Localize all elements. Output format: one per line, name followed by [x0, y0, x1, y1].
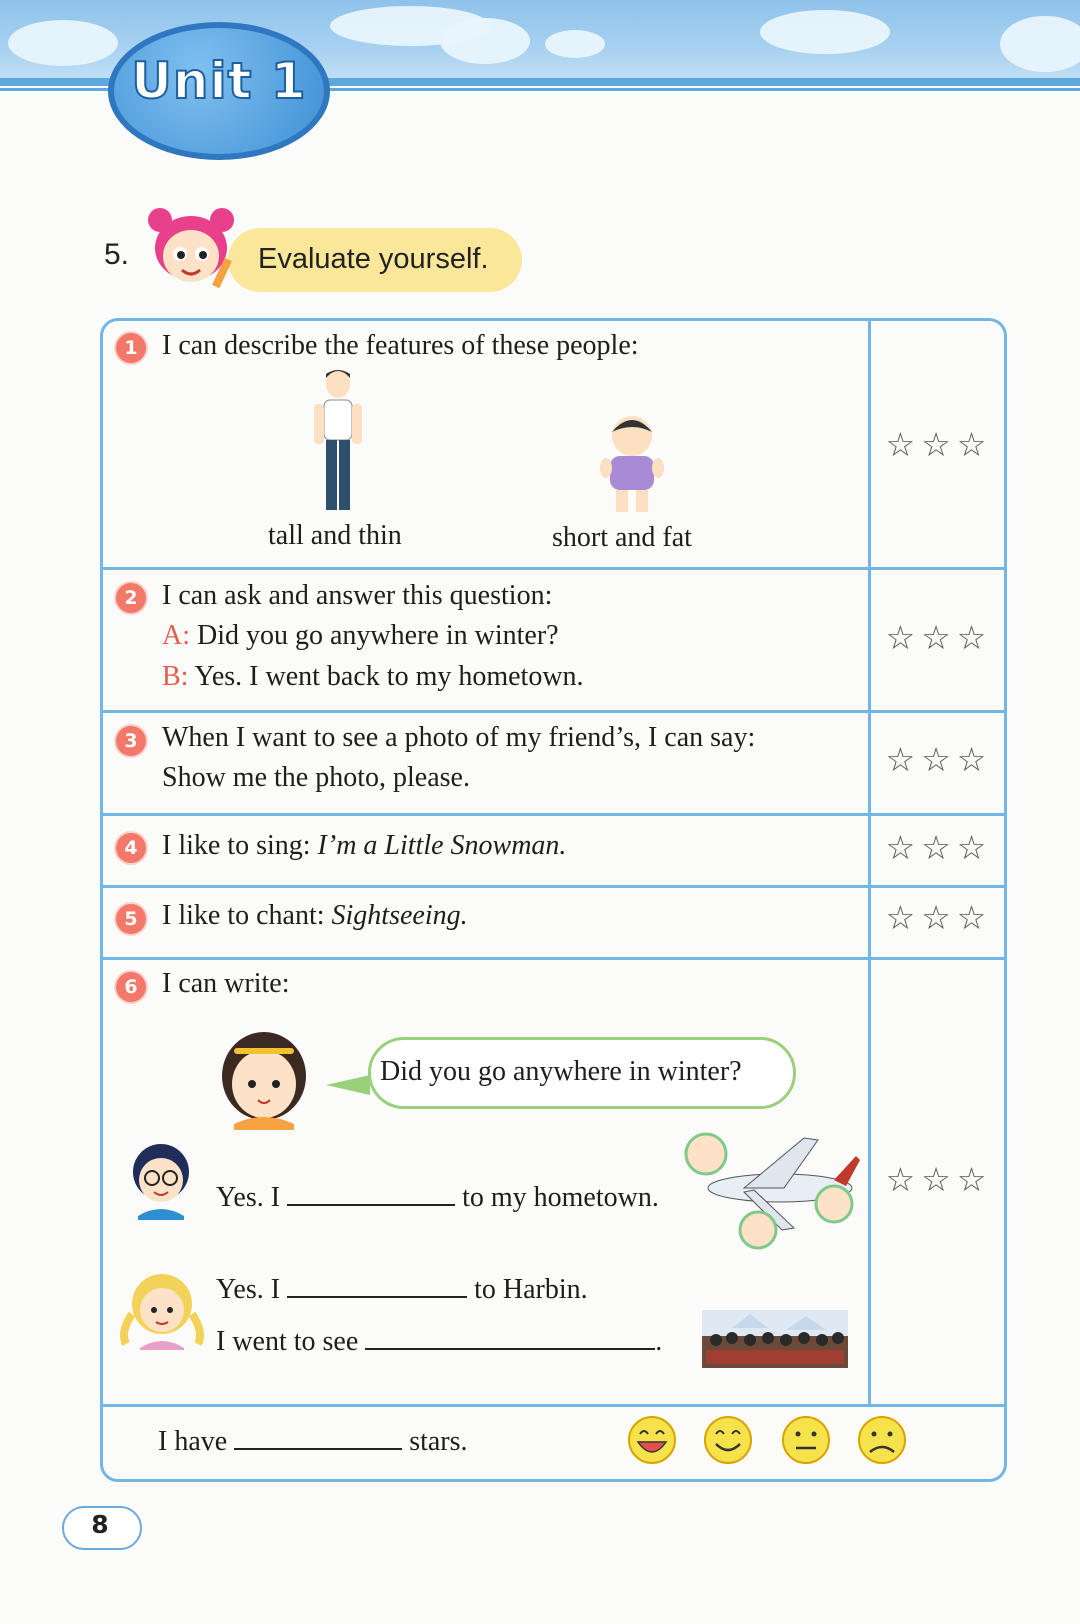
boy-glasses-avatar-icon [126, 1140, 196, 1220]
answer2-blank[interactable] [287, 1272, 467, 1298]
row6-text: I can write: [162, 968, 290, 999]
answer3-suffix: . [655, 1326, 663, 1357]
bubble-question: Did you go anywhere in winter? [380, 1056, 742, 1087]
item-number-5: 5 [116, 904, 146, 934]
song-title: I’m a Little Snowman. [317, 830, 567, 861]
item-number-4: 4 [116, 833, 146, 863]
answer3-blank[interactable] [365, 1324, 655, 1350]
tall-thin-boy-icon [308, 366, 368, 516]
answer1-blank[interactable] [287, 1180, 455, 1206]
row3-line1: When I want to see a photo of my friend’s, I can say: [162, 722, 756, 753]
row5-prefix: I like to chant: [162, 900, 332, 931]
smiling-face-icon [705, 1417, 751, 1463]
row2-text: I can ask and answer this question: [162, 580, 553, 611]
item-number-1: 1 [116, 333, 146, 363]
girl-avatar-icon [214, 1026, 314, 1130]
caption-tall-thin: tall and thin [268, 520, 402, 551]
row1-text: I can describe the features of these people: [162, 330, 639, 361]
airplane-travelers-icon [684, 1128, 860, 1252]
column-divider [868, 318, 871, 1404]
short-fat-boy-icon [598, 412, 666, 516]
unit-title: Unit 1 [131, 52, 307, 110]
laughing-face-icon [629, 1417, 675, 1463]
section-number: 5. [104, 238, 130, 271]
caption-short-fat: short and fat [552, 522, 692, 553]
speaker-a-label: A: [162, 620, 190, 651]
total-stars-line [158, 1424, 468, 1458]
item-number-6: 6 [116, 972, 146, 1002]
speaker-b-label: B: [162, 661, 189, 692]
mascot-icon [142, 206, 240, 292]
row-divider [103, 1404, 1004, 1407]
star-rating-2[interactable]: ☆☆☆ [885, 618, 993, 657]
speaker-a-text: Did you go anywhere in winter? [197, 620, 559, 651]
mood-faces [626, 1414, 910, 1466]
sad-face-icon [859, 1417, 905, 1463]
chant-title: Sightseeing. [331, 900, 468, 931]
item-number-3: 3 [116, 726, 146, 756]
total-blank[interactable] [234, 1424, 402, 1450]
blonde-girl-avatar-icon [116, 1270, 208, 1350]
page-number: 8 [91, 1510, 109, 1539]
total-suffix: stars. [409, 1426, 468, 1457]
answer2-prefix: Yes. I [216, 1274, 281, 1305]
answer2-suffix: to Harbin. [474, 1274, 588, 1305]
answer3-line [216, 1324, 662, 1358]
speaker-b-text: Yes. I went back to my hometown. [194, 661, 584, 692]
answer3-prefix: I went to see [216, 1326, 359, 1357]
star-rating-4[interactable]: ☆☆☆ [885, 828, 993, 867]
star-rating-5[interactable]: ☆☆☆ [885, 898, 993, 937]
answer1-suffix: to my hometown. [462, 1182, 659, 1213]
row3-line2: Show me the photo, please. [162, 762, 470, 793]
crowd-ice-festival-icon [702, 1310, 848, 1368]
speech-bubble-tail [326, 1075, 370, 1095]
answer1-line [216, 1180, 659, 1214]
section-title: Evaluate yourself. [258, 243, 489, 275]
item-number-2: 2 [116, 583, 146, 613]
total-prefix: I have [158, 1426, 228, 1457]
star-rating-3[interactable]: ☆☆☆ [885, 740, 993, 779]
star-rating-6[interactable]: ☆☆☆ [885, 1160, 993, 1199]
neutral-face-icon [783, 1417, 829, 1463]
answer2-line [216, 1272, 588, 1306]
row4-prefix: I like to sing: [162, 830, 318, 861]
answer1-prefix: Yes. I [216, 1182, 281, 1213]
star-rating-1[interactable]: ☆☆☆ [885, 425, 993, 464]
